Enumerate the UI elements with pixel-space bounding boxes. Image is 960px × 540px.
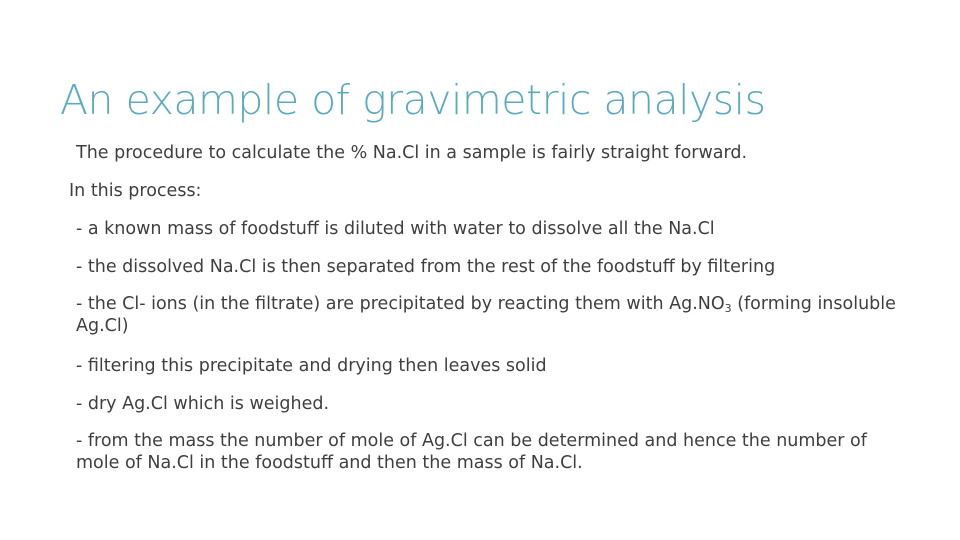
step-2: - the dissolved Na.Cl is then separated from the rest of the foodstuff by filtering (76, 257, 776, 277)
step-3-subscript: 3 (724, 302, 732, 315)
step-1: - a known mass of foodstuff is diluted with water to dissolve all the Na.Cl (76, 219, 715, 239)
step-4: - filtering this precipitate and drying then leaves solid (76, 356, 547, 376)
step-3 (76, 293, 896, 337)
step-5: - dry Ag.Cl which is weighed. (76, 394, 330, 414)
step-3-before: - the Cl- ions (in the filtrate) are precipitated by reacting them with Ag.NO (76, 294, 725, 314)
process-heading: In this process: (69, 181, 202, 201)
slide-title: An example of gravimetric analysis (60, 76, 766, 124)
intro-text: The procedure to calculate the % Na.Cl in a sample is fairly straight forward. (76, 143, 748, 163)
step-6: - from the mass the number of mole of Ag.Cl can be determined and hence the number of mole of Na.Cl in the foodstuff and then the mass of Na.Cl. (76, 431, 867, 473)
step-3-after: (forming insoluble Ag.Cl) (76, 294, 896, 336)
